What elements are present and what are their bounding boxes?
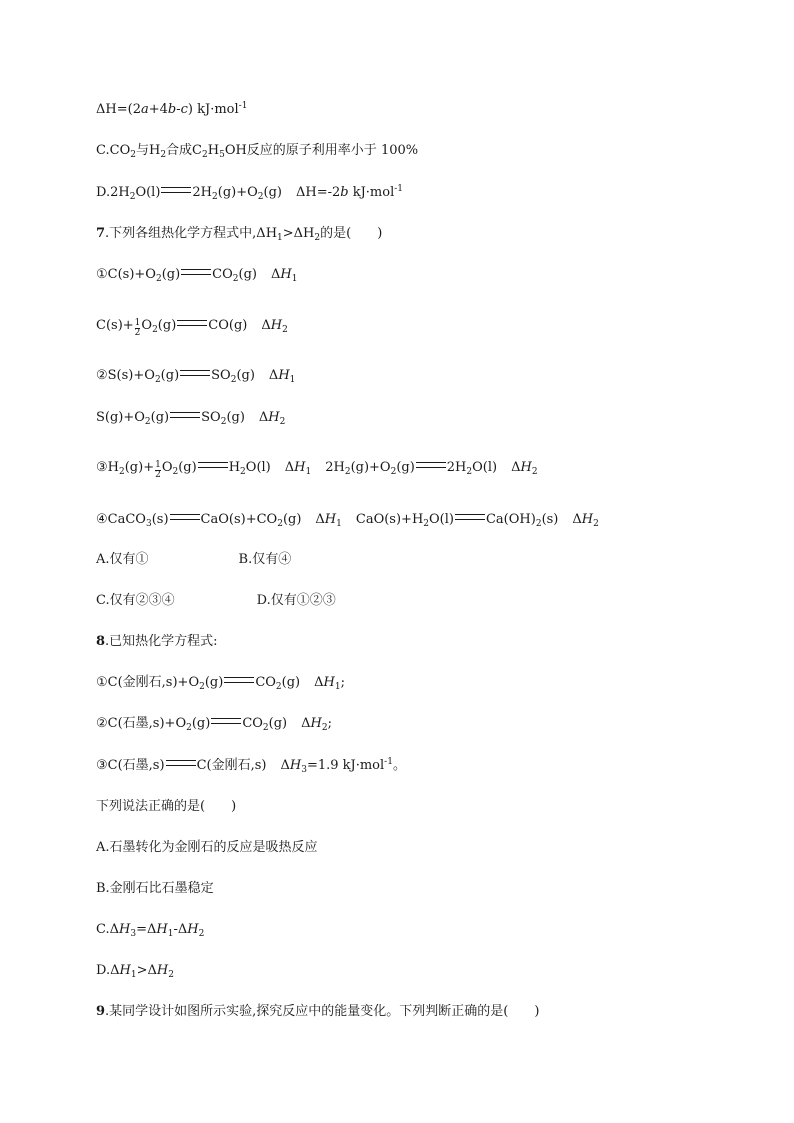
q8-eq2: ②C(石墨$,s)+O_2(g)$ $CO_2(g)$ $\Delta H_2$; <box>96 716 332 733</box>
q7-group2-eq-a: $②S(s)+O_2(g)$ $SO_2(g)$ $\Delta H_1$ <box>96 368 296 385</box>
q6-option-c: $C.CO_2$与$H_2$合成$C_2H_5OH$反应的原子利用率小于 100% <box>96 143 419 160</box>
q8-option-c: $C.\Delta H_3=\Delta H_1-\Delta H_2$ <box>96 922 205 939</box>
q7-group3: $③H_2(g)+$ $\frac{1}{2}$ $O_2(g)$ $H_2O(l)$ $\Delta H_1$ $2H_2(g)+O_2(g)$ $2H_2O(l)$ $\Delta H_2$ <box>96 460 538 480</box>
q7-group4: ④CaCO$_3$(s) $CaO(s)+CO_2(g)$ $\Delta H_1$ $CaO(s)+H_2O(l)$ $Ca(OH)_2(s)$ $\Delta H_2$ <box>96 512 599 529</box>
q7-option-d: D.仅有①②③ <box>256 593 336 608</box>
q7-group1-eq-b: C(s)+ $\frac{1}{2}$ $O_2(g)$ CO(g) $\Delta H_2$ <box>96 318 288 338</box>
q7-option-a: A.仅有① <box>96 552 149 567</box>
q7-options-ab <box>96 550 291 570</box>
q8-eq3: ③C(石墨,s) C(金刚石,s) $\Delta H_3=1.9$ kJ·mol$^{-1}$。 <box>96 757 406 775</box>
q8-number: 8 <box>96 634 106 649</box>
q8-option-a: A.石墨转化为金刚石的反应是吸热反应 <box>96 840 318 855</box>
q8-eq1: ①C(金刚石$,s)+O_2(g)$ $CO_2(g)$ $\Delta H_1$; <box>96 675 345 692</box>
q7-group2-eq-b: $S(g)+O_2(g)$ $SO_2(g)$ $\Delta H_2$ <box>96 410 286 427</box>
q8-stem-text: .已知热化学方程式: <box>105 634 218 649</box>
q6-option-d: $D.2H_2O(l)$ $2H_2(g)+O_2(g)$ ΔH=-2b kJ·mol$^{-1}$ <box>96 184 404 202</box>
q9-number: 9 <box>96 1004 106 1019</box>
q7-options-cd <box>96 591 336 611</box>
q6-enthalpy-tail: ΔH=(2a+4b-c) kJ·mol$^{-1}$ <box>96 101 248 117</box>
q8-stem <box>96 632 218 652</box>
q9-stem-text: .某同学设计如图所示实验,探究反应中的能量变化。下列判断正确的是( ) <box>105 1004 540 1019</box>
q8-question: 下列说法正确的是( ) <box>96 799 237 814</box>
q8-option-d: $D.\Delta H_1>\Delta H_2$ <box>96 963 174 980</box>
q7-stem: 7.下列各组热化学方程式中$,\Delta H_1>\Delta H_2$的是( ) <box>96 226 383 243</box>
q8-option-b: B.金刚石比石墨稳定 <box>96 881 214 896</box>
q7-option-c: C.仅有②③④ <box>96 593 175 608</box>
q7-number: 7 <box>96 226 106 241</box>
q9-stem <box>96 1002 539 1022</box>
q7-option-b: B.仅有④ <box>238 552 292 567</box>
q7-group1-eq-a: $①C(s)+O_2(g)$ $CO_2(g)$ $\Delta H_1$ <box>96 267 298 284</box>
